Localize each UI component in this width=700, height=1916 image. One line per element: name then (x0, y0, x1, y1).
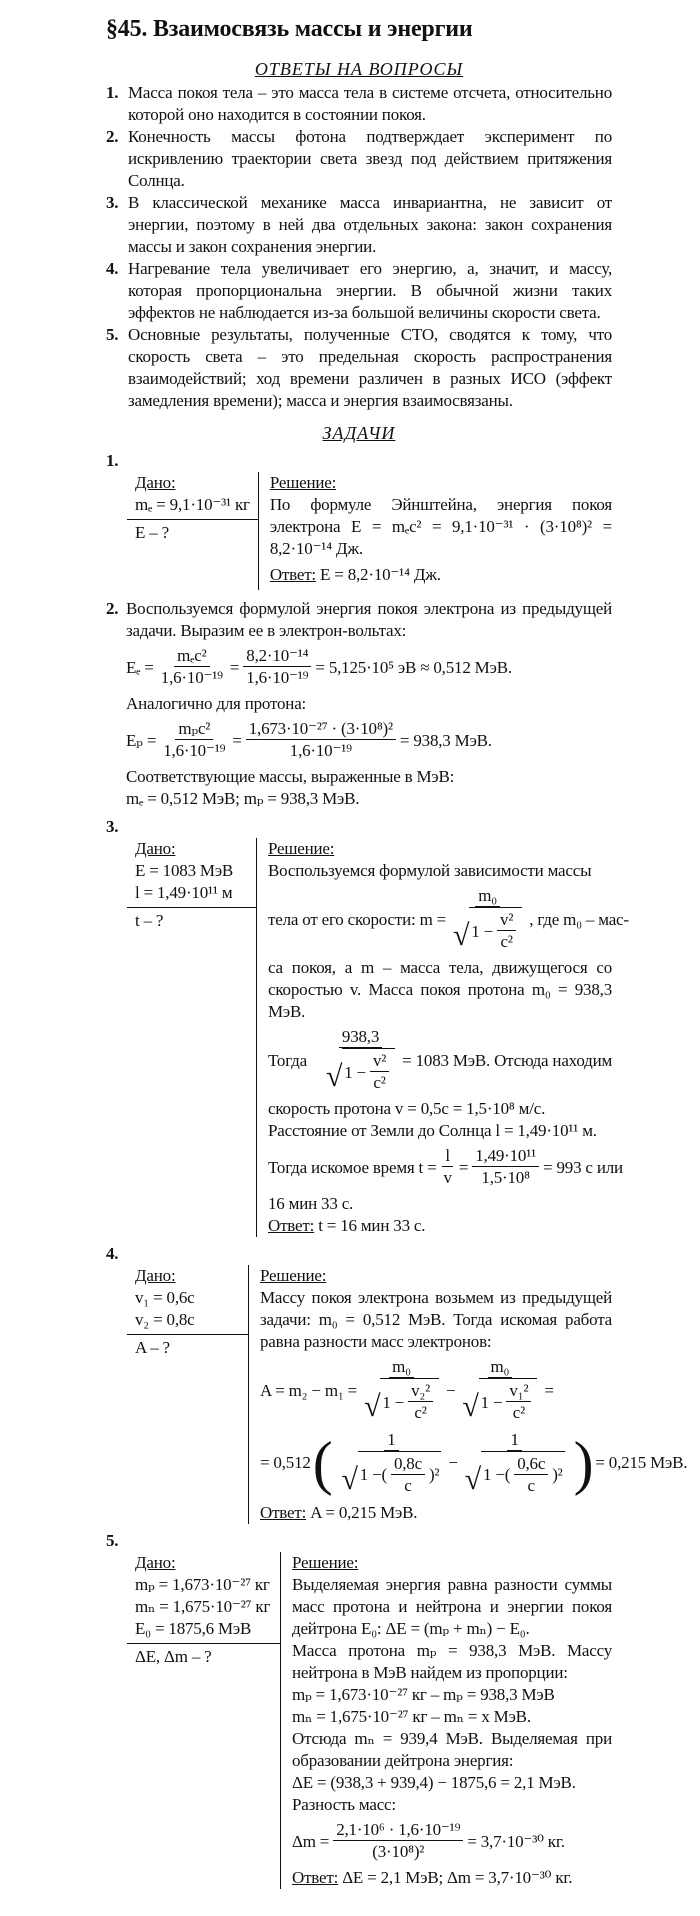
task-3 (127, 838, 629, 1237)
solution-label: Решение: (292, 1553, 359, 1572)
formula-result: = 3,7·10⁻³⁰ кг. (467, 1831, 565, 1851)
solution-label: Решение: (269, 473, 337, 492)
question-text: Конечность массы фотона подтверждает эксперимент по искривлению траектории света звезд под действием притяжения Солнца. (128, 127, 612, 190)
sqrt-sign: √ 1 − $\frac{\text{v²}}{\text{c²}}$ (453, 907, 522, 953)
solution-label: Решение: (260, 1266, 327, 1285)
answer-value: ΔE = 2,1 МэВ; Δm = 3,7·10⁻³⁰ кг. (342, 1868, 573, 1887)
equals: = (544, 1380, 554, 1400)
sqrt-sign: √ 1 − $\frac{\text{v₂²}}{\text{c²}}$ (364, 1378, 439, 1424)
questions-heading: ОТВЕТЫ НА ВОПРОСЫ (254, 59, 464, 79)
denominator: 1,6·10⁻¹⁹ (289, 741, 352, 760)
find-value: t – ? (135, 911, 164, 930)
question-item (106, 258, 612, 324)
solution-line: ΔE = (938,3 + 939,4) − 1875,6 = 2,1 МэВ. (292, 1773, 576, 1792)
question-text: В классической механике масса инвариантна, не зависит от энергии, поэтому в ней два отдельных закона: закон сохранения массы и закон сохранения энергии. (128, 193, 612, 256)
exponent: ² (434, 1465, 440, 1484)
task-2-text: Воспользуемся формулой энергия покоя электрона из предыдущей задачи. Выразим ее в электрон-вольтах: (126, 599, 612, 640)
formula-lhs: Δm = (292, 1831, 330, 1851)
formula-time (268, 1146, 623, 1189)
numerator: l (442, 1146, 453, 1167)
formula-lhs: Eₚ = (126, 730, 157, 750)
sqrt-sign: √ 1 − ( $\frac{0,6c}{c}$ ) ² (465, 1451, 565, 1497)
radicand: 1 − (344, 1062, 366, 1082)
radicand: 1 − (480, 1392, 503, 1412)
task-5-given (127, 1552, 280, 1889)
numerator: m₀ (475, 886, 500, 907)
solution-text: По формуле Эйнштейна, энергия покоя электрона E = mₑc² = 9,1·10⁻³¹ · (3·10⁸)² = 8,2·10⁻¹⁴ Дж. (269, 495, 612, 558)
solution-line: Расстояние от Земли до Солнца l = 1,49·10¹¹ м. (268, 1121, 597, 1140)
right-paren: ) (573, 1430, 594, 1496)
denominator: c² (500, 932, 513, 951)
numerator: 1 (384, 1430, 398, 1451)
numerator: v₁² (506, 1381, 531, 1402)
given-value: v₁ = 0,6c (135, 1288, 195, 1307)
given-divider (127, 1334, 248, 1335)
task-1-number: 1. (106, 451, 119, 470)
formula-work-numeric (260, 1428, 688, 1498)
denominator: 1,6·10⁻¹⁹ (160, 668, 223, 687)
solution-text: Тогда (268, 1050, 307, 1070)
formula-proton-speed (268, 1027, 612, 1094)
denominator: v (443, 1168, 452, 1187)
question-number: 2. (106, 127, 119, 146)
denominator: 1,6·10⁻¹⁹ (246, 668, 309, 687)
task-2-text-4: mₑ = 0,512 МэВ; mₚ = 938,3 МэВ. (126, 789, 360, 808)
task-4-given (127, 1265, 248, 1524)
numerator: 1 (507, 1430, 521, 1451)
given-label: Дано: (135, 1266, 176, 1285)
answer-label: Ответ: (269, 565, 316, 584)
solution-text: , где m₀ – мас- (529, 909, 629, 929)
formula-lhs: = 0,512 (260, 1453, 311, 1472)
task-5-number: 5. (106, 1531, 119, 1550)
given-label: Дано: (135, 1553, 176, 1572)
denominator: c² (512, 1403, 526, 1422)
formula-mass-defect (292, 1820, 612, 1863)
question-text: Основные результаты, полученные СТО, сводятся к тому, что скорость света – это предельная скорость распространения взаимодействий; ход времени различен в разных ИСО (эффект замедления времени); масса и энергия взаимосвязаны. (128, 325, 612, 410)
question-number: 5. (106, 325, 119, 344)
solution-line: mₙ = 1,675·10⁻²⁷ кг – mₙ = x МэВ. (292, 1707, 531, 1726)
given-divider (127, 1643, 280, 1644)
numerator: v₂² (408, 1381, 433, 1402)
given-value: v₂ = 0,8c (135, 1310, 195, 1329)
solution-line: Воспользуемся формулой зависимости массы (268, 861, 592, 880)
given-value: l = 1,49·10¹¹ м (135, 883, 233, 902)
numerator: 1,49·10¹¹ (472, 1146, 539, 1167)
question-item (106, 192, 612, 258)
task-4 (127, 1265, 688, 1524)
numerator: v² (497, 910, 516, 931)
answer-value: t = 16 мин 33 с. (318, 1216, 426, 1235)
denominator: c (404, 1475, 412, 1495)
exponent: ² (557, 1465, 563, 1484)
radicand: 1 − (482, 1465, 505, 1484)
radicand: 1 − (382, 1392, 405, 1412)
task-2 (106, 598, 612, 810)
answer-value: A = 0,215 МэВ. (310, 1503, 418, 1522)
solution-text: = 993 с или (543, 1157, 623, 1177)
given-label: Дано: (135, 473, 176, 492)
task-1 (127, 472, 612, 590)
task-3-number: 3. (106, 817, 119, 836)
numerator: 1,673·10⁻²⁷ · (3·10⁸)² (246, 719, 396, 740)
answer-label: Ответ: (268, 1216, 315, 1235)
numerator: m₀ (389, 1357, 414, 1378)
formula-result: = 0,215 МэВ. (595, 1453, 688, 1472)
given-divider (127, 519, 258, 520)
formula-work (260, 1357, 612, 1424)
denominator: (3·10⁸)² (372, 1842, 425, 1861)
denominator: c² (373, 1073, 386, 1092)
radicand: 1 − (471, 921, 494, 941)
given-value: mₑ = 9,1·10⁻³¹ кг (135, 495, 250, 514)
solution-text: Массу покоя электрона возьмем из предыдущей задачи: m₀ = 0,512 МэВ. Тогда искомая работа равна разности масс электронов: (260, 1288, 612, 1351)
answer-value: E = 8,2·10⁻¹⁴ Дж. (320, 565, 441, 584)
numerator: m₀ (488, 1357, 513, 1378)
task-2-text-2: Аналогично для протона: (126, 694, 307, 713)
numerator: 2,1·10⁶ · 1,6·10⁻¹⁹ (333, 1820, 463, 1841)
task-3-given (127, 838, 256, 1237)
solution-label: Решение: (268, 839, 335, 858)
formula-lhs: Eₑ = (126, 657, 154, 677)
solution-line: скорость протона v = 0,5c = 1,5·10⁸ м/с. (268, 1099, 546, 1118)
task-1-solution (258, 472, 612, 590)
page-title: §45. Взаимосвязь массы и энергии (106, 16, 473, 42)
solution-text: = 1083 МэВ. Отсюда находим (402, 1050, 613, 1070)
task-5-solution (280, 1552, 612, 1889)
question-item (106, 126, 612, 192)
task-2-text-3: Соответствующие массы, выраженные в МэВ: (126, 767, 455, 786)
question-item (106, 324, 612, 412)
formula-electron-energy (126, 646, 612, 689)
given-value: E = 1083 МэВ (135, 861, 234, 880)
question-number: 3. (106, 193, 119, 212)
solution-line: mₚ = 1,673·10⁻²⁷ кг – mₚ = 938,3 МэВ (292, 1685, 555, 1704)
find-value: E – ? (135, 523, 169, 542)
question-number: 1. (106, 83, 119, 102)
solution-text: тела от его скорости: m = (268, 909, 447, 929)
question-number: 4. (106, 259, 119, 278)
equals: = (232, 730, 242, 750)
numerator: 938,3 (339, 1027, 382, 1048)
numerator: v² (370, 1051, 389, 1072)
find-value: A – ? (135, 1338, 170, 1357)
find-value: ΔE, Δm – ? (135, 1647, 212, 1666)
solution-line: са покоя, а m – масса тела, движущегося со скоростью v. Масса покоя протона m₀ = 938,3 МэВ. (268, 958, 612, 1021)
given-value: E₀ = 1875,6 МэВ (135, 1619, 252, 1638)
question-item (106, 82, 612, 126)
solution-text: Масса протона mₚ = 938,3 МэВ. Массу нейтрона в МэВ найдем из пропорции: (292, 1641, 612, 1682)
numerator: 8,2·10⁻¹⁴ (243, 646, 311, 667)
solution-text: Отсюда mₙ = 939,4 МэВ. Выделяемая при образовании дейтрона энергия: (292, 1729, 612, 1770)
numerator: mₑc² (174, 646, 209, 667)
task-4-number: 4. (106, 1244, 119, 1263)
numerator: mₚc² (175, 719, 213, 740)
sqrt-sign: √ 1 − ( $\frac{0,8c}{c}$ ) ² (341, 1451, 441, 1497)
task-3-solution (256, 838, 629, 1237)
numerator: 0,8c (391, 1454, 425, 1475)
given-label: Дано: (135, 839, 176, 858)
minus: − (448, 1453, 458, 1472)
left-paren: ( (312, 1430, 333, 1496)
given-value: mₙ = 1,675·10⁻²⁷ кг (135, 1597, 271, 1616)
denominator: 1,5·10⁸ (481, 1168, 530, 1187)
equals: = (229, 657, 240, 677)
formula-result: = 5,125·10⁵ эВ ≈ 0,512 МэВ. (315, 657, 512, 677)
given-value: mₚ = 1,673·10⁻²⁷ кг (135, 1575, 270, 1594)
solution-line: Разность масс: (292, 1795, 396, 1814)
formula-lhs: A = m₂ − m₁ = (260, 1380, 358, 1400)
denominator: 1,6·10⁻¹⁹ (163, 741, 226, 760)
solution-text: Тогда искомое время t = (268, 1157, 437, 1177)
formula-proton-energy (126, 719, 612, 762)
minus: − (446, 1380, 456, 1400)
numerator: 0,6c (514, 1454, 548, 1475)
solution-line: 16 мин 33 с. (268, 1194, 354, 1213)
formula-relativistic-mass (268, 886, 629, 953)
task-4-solution (248, 1265, 688, 1524)
tasks-heading: ЗАДАЧИ (322, 423, 396, 443)
answer-label: Ответ: (260, 1503, 307, 1522)
solution-text: Выделяемая энергия равна разности суммы масс протона и нейтрона и энергии покоя дейтрона E₀: ΔE = (mₚ + mₙ) − E₀. (292, 1575, 612, 1638)
question-text: Масса покоя тела – это масса тела в системе отсчета, относительно которой оно находится в состоянии покоя. (128, 83, 612, 124)
denominator: c (527, 1475, 535, 1495)
radicand: 1 − (359, 1465, 382, 1484)
answer-label: Ответ: (292, 1868, 339, 1887)
given-divider (127, 907, 256, 908)
equals: = (458, 1157, 469, 1177)
question-text: Нагревание тела увеличивает его энергию, а, значит, и массу, которая пропорциональна энергии. В обычной жизни таких эффектов не наблюдается из-за большой величины скорости света. (128, 259, 612, 322)
task-1-given (127, 472, 258, 590)
formula-result: = 938,3 МэВ. (399, 730, 492, 750)
questions-list (106, 82, 612, 412)
sqrt-sign: √ 1 − $\frac{\text{v²}}{\text{c²}}$ (326, 1048, 395, 1094)
sqrt-sign: √ 1 − $\frac{\text{v₁²}}{\text{c²}}$ (462, 1378, 537, 1424)
task-2-number: 2. (106, 599, 119, 618)
task-5 (127, 1552, 612, 1889)
denominator: c² (414, 1403, 427, 1422)
